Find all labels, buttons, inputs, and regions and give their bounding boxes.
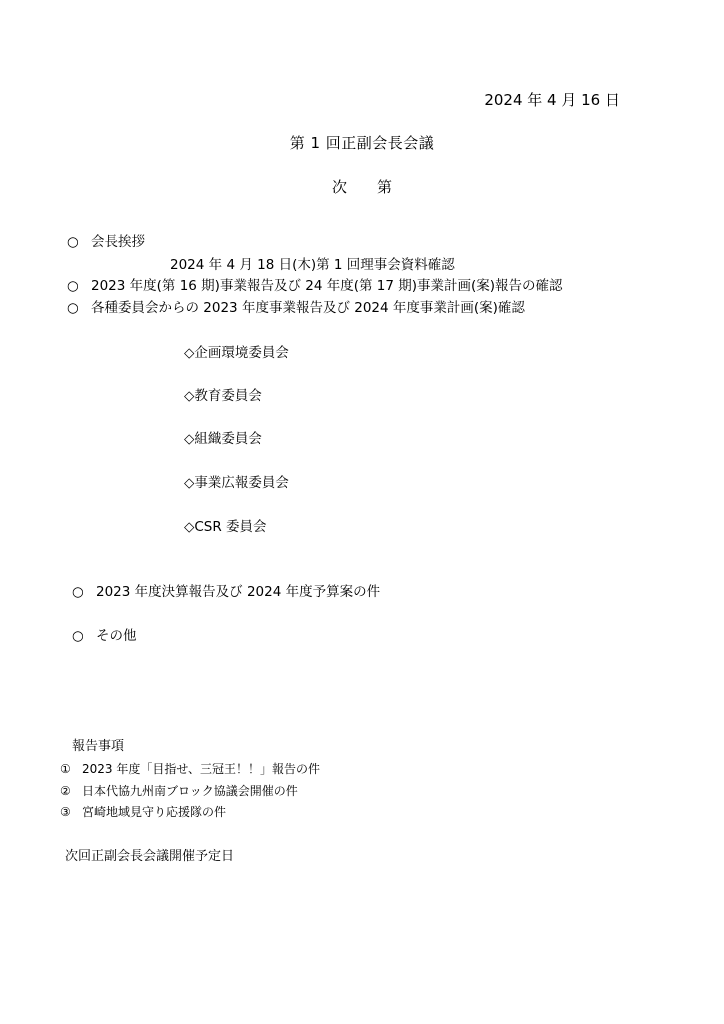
report-number: ③ <box>60 805 71 819</box>
agenda-item <box>72 586 380 600</box>
document-title: 第 1 回正副会長会議 <box>289 134 435 152</box>
committee-item: ◇CSR 委員会 <box>184 519 267 535</box>
agenda-item <box>72 630 137 644</box>
committee-item: ◇事業広報委員会 <box>184 475 289 491</box>
agenda-bullet: ○ <box>67 278 79 294</box>
document-date: 2024 年 4 月 16 日 <box>484 91 620 109</box>
report-number: ① <box>60 762 71 776</box>
agenda-bullet: ○ <box>72 628 84 644</box>
agenda-item <box>67 280 563 294</box>
subtitle-char-1: 次 <box>331 178 347 196</box>
report-text: 2023 年度「目指せ、三冠王！！」報告の件 <box>82 762 320 776</box>
agenda-sub-item <box>170 259 455 273</box>
agenda-item <box>67 236 145 250</box>
agenda-item <box>67 302 525 316</box>
committee-item: ◇教育委員会 <box>184 388 262 404</box>
agenda-text: 2023 年度決算報告及び 2024 年度予算案の件 <box>96 584 381 600</box>
reports-heading: 報告事項 <box>72 739 125 754</box>
report-item <box>60 785 298 797</box>
committee-item: ◇組織委員会 <box>184 431 262 447</box>
report-item <box>60 806 226 818</box>
report-item <box>60 763 320 775</box>
report-text: 日本代協九州南ブロック協議会開催の件 <box>82 784 298 798</box>
document-subtitle <box>0 180 724 195</box>
agenda-bullet: ○ <box>67 300 79 316</box>
agenda-text: 会長挨拶 <box>91 234 145 250</box>
next-meeting-label: 次回正副会長会議開催予定日 <box>65 849 235 864</box>
subtitle-char-2: 第 <box>377 178 393 196</box>
committee-item: ◇企画環境委員会 <box>184 345 289 361</box>
agenda-text: その他 <box>96 628 137 644</box>
agenda-text: 2023 年度(第 16 期)事業報告及び 24 年度(第 17 期)事業計画(案)報告の確認 <box>91 278 563 294</box>
agenda-text: 各種委員会からの 2023 年度事業報告及び 2024 年度事業計画(案)確認 <box>91 300 525 316</box>
report-text: 宮崎地域見守り応援隊の件 <box>82 805 227 819</box>
agenda-bullet: ○ <box>72 584 84 600</box>
report-number: ② <box>60 784 71 798</box>
agenda-text: 2024 年 4 月 18 日(木)第 1 回理事会資料確認 <box>170 257 455 273</box>
agenda-bullet: ○ <box>67 234 79 250</box>
